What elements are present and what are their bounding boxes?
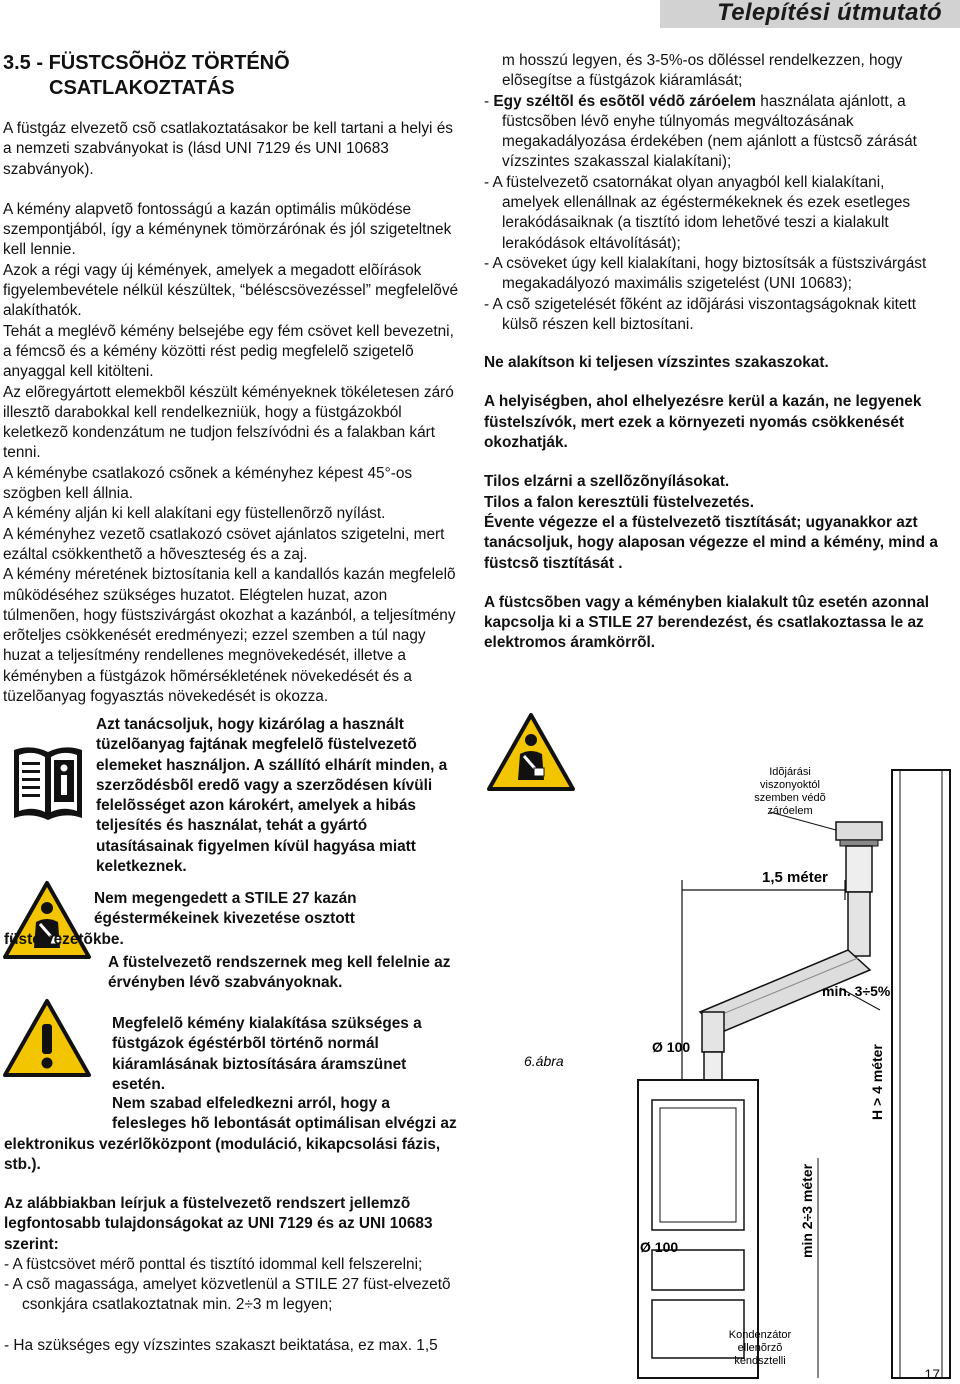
bottom-list — [4, 1194, 464, 1356]
warning-exclamation-icon — [2, 998, 92, 1078]
paragraph: Azok a régi vagy új kémények, amelyek a megadott elõírások figyelembevétele nélkül készültek, “béléscsövezéssel” megfelelõvé alakíthatók. — [3, 261, 459, 320]
section-title-line2: CSATLAKOZTATÁS — [49, 77, 235, 99]
figure-label: szemben védõ — [754, 792, 826, 804]
list-item: - A csõ magassága, amelyet közvetlenül a STILE 27 füst-elvezetõ csonkjára csatlakoztatnak min. 2÷3 m legyen; — [4, 1276, 451, 1314]
figure-label: Idõjárási — [769, 766, 811, 778]
figure-label: záróelem — [767, 805, 813, 817]
warning-text: A füstcsõben vagy a kéményben kialakult tûz esetén azonnal kapcsolja ki a STILE 27 berendezést, és csatlakoztassa le az elektromos áramkörrõl. — [484, 593, 930, 652]
paragraph: A kémény alján ki kell alakítani egy füstellenõrzõ nyílást. — [3, 505, 386, 523]
notice-text: Nem megengedett a STILE 27 kazán égéstermékeinek kivezetése osztott füstelvezetõkbe. — [4, 890, 357, 948]
warning-text: A helyiségben, ahol elhelyezésre kerül a kazán, ne legyenek füstelszívók, mert ezek a környezeti nyomás csökkenését okozhatják. — [484, 393, 922, 452]
figure-label: Ø 100 — [640, 1239, 679, 1255]
paragraph: A kémény méretének biztosítania kell a kandallós kazán megfelelõ mûködéséhez szükséges huzatot. Elégtelen huzat, azon túlmenõen, hogy füstszivárgást okozhat a kazánból, a teljesítmény erõteljes csökkenését eredményezi; ezzel szemben a túl nagy huzat a teljesítmény rendellenes megnövekedését, illetve a kéményben a füstgázok hõmérsékletének növekedését és a tüzelõanyag fogyasztás növekedését is okozza. — [3, 566, 456, 706]
paragraph: Az elõregyártott elemekbõl készült kéményeknek tökéletesen záró illesztõ darabokkal kell rendelkezniük, hogy a füstgázokból keletkezõ kondenzátum ne tudjon felszívódni és a falakban kárt tenni. — [3, 383, 454, 462]
page-number: 17 — [924, 1366, 940, 1382]
section-title — [3, 51, 290, 101]
header-banner — [660, 0, 960, 28]
notice-text: Megfelelõ kémény kialakítása szükséges a füstgázok égéstérbõl történõ normál kiáramlásának biztosítására áramszünet esetén. — [112, 1015, 422, 1093]
list-item: - Ha szükséges egy vízszintes szakaszt beiktatása, ez max. 1,5 — [4, 1336, 438, 1354]
warning-text: Tilos a falon keresztüli füstelvezetés. — [484, 493, 755, 511]
paragraph: A kéménybe csatlakozó csõnek a kéményhez képest 45°-os szögben kell állnia. — [3, 464, 413, 503]
paragraph: A kéményhez vezetõ csatlakozó csövet ajánlatos szigetelni, mert ezáltal csökkenthetõ a hõveszteség és a zaj. — [3, 525, 445, 563]
list-item: - A füstelvezetõ csatornákat olyan anyagból kell kialakítani, amelyek ellenállnak az égéstermékeknek és ezek esetleges lerakódásaiknak (a tisztító idom lehetõvé teszi a kialakult lerakódások eltávolítását); — [484, 173, 911, 252]
paragraph: A kémény alapvetõ fontosságú a kazán optimális mûködése szempontjából, így a kéménynek tömörzárónak és jól szigeteltnek kell lennie. — [3, 200, 452, 259]
figure-label: Ø 100 — [652, 1039, 691, 1055]
notice-text: A füstelvezetõ rendszernek meg kell felelnie az érvényben lévõ szabványoknak. — [108, 954, 451, 992]
left-column — [3, 119, 459, 707]
header-title: Telepítési útmutató — [717, 0, 942, 26]
section-title-line1: FÜSTCSÕHÖZ TÖRTÉNÕ — [48, 52, 290, 74]
chimney-diagram — [488, 715, 960, 1382]
figure-label: 1,5 méter — [762, 869, 828, 886]
figure-label: H > 4 méter — [869, 1044, 885, 1120]
paragraph: Tehát a meglévõ kémény belsejébe egy fém csövet kell bevezetni, a fémcsõ és a kémény közötti rést pedig megfelelõ szigetelõ anyaggal kell kitölteni. — [3, 322, 454, 381]
notice-text: Azt tanácsoljuk, hogy kizárólag a használt tüzelõanyag fajtának megfelelõ füstelvezetõ elemeket használjon. A szállító elhárít minden, a szerzõdésbõl eredõ vagy a szerzõdésen kívüli felelõsséget azon károkért, amelyek a hibás teljesítés és használat, tehát a gyártó utasításainak figyelmen kívül hagyása miatt keletkeznek. — [96, 716, 448, 876]
paragraph: A füstgáz elvezetõ csõ csatlakoztatásakor be kell tartani a helyi és a nemzeti szabványokat is (lásd UNI 7129 és UNI 10683 szabványok). — [3, 120, 453, 178]
figure-label: ellenõrzõ — [737, 1342, 783, 1354]
figure-label: min. 3÷5% — [822, 983, 891, 999]
warning-text: Ne alakítson ki teljesen vízszintes szakaszokat. — [484, 354, 829, 372]
warning-text: Évente végezze el a füstelvezetõ tisztítását; ugyanakkor azt tanácsoljuk, hogy alaposan végezze el mind a kémény, mind a füstcsõ tisztítását . — [484, 513, 938, 572]
list-item: - A csõ szigetelését fõként az idõjárási viszontagságoknak kitett külsõ részen kell biztosítani. — [484, 295, 917, 333]
list-item: - Egy széltõl és esõtõl védõ záróelem használata ajánlott, a füstcsõben lévõ enyhe túlnyomás megváltozásának megakadályozása érdekében (nem ajánlott a füstcsõ zárását vízszintes szakasszal kialakítani); — [484, 92, 917, 171]
figure-label: Kondenzátor — [728, 1329, 792, 1341]
section-number: 3.5 - — [3, 52, 49, 74]
notice-text: Nem szabad elfeledkezni arról, hogy a felesleges hõ lebontását optimálisan elvégzi az elektronikus vezérlõközpont (moduláció, kikapcsolási fázis, stb.). — [4, 1095, 457, 1173]
notice-text: Az alábbiakban leírjuk a füstelvezetõ rendszert jellemzõ legfontosabb tulajdonságokat az UNI 7129 és az UNI 10683 szerint: — [4, 1195, 433, 1253]
figure-caption: 6.ábra — [524, 1053, 564, 1069]
list-item: - A csöveket úgy kell kialakítani, hogy biztosítsák a füstszivárgást megakadályozó maximális szigetelést (UNI 10683); — [484, 254, 927, 293]
warning-text: Tilos elzárni a szellõzõnyílásokat. — [484, 473, 730, 491]
figure-label: viszonyoktól — [760, 779, 820, 791]
right-column — [484, 51, 942, 654]
paragraph: m hosszú legyen, és 3-5%-os dõléssel rendelkezzen, hogy elõsegítse a füstgázok kiáramlását; — [502, 52, 903, 90]
figure-label: min 2÷3 méter — [799, 1163, 815, 1258]
figure-label: kendsztelli — [734, 1355, 786, 1367]
list-item: - A füstcsövet mérõ ponttal és tisztító idommal kell felszerelni; — [4, 1255, 423, 1273]
